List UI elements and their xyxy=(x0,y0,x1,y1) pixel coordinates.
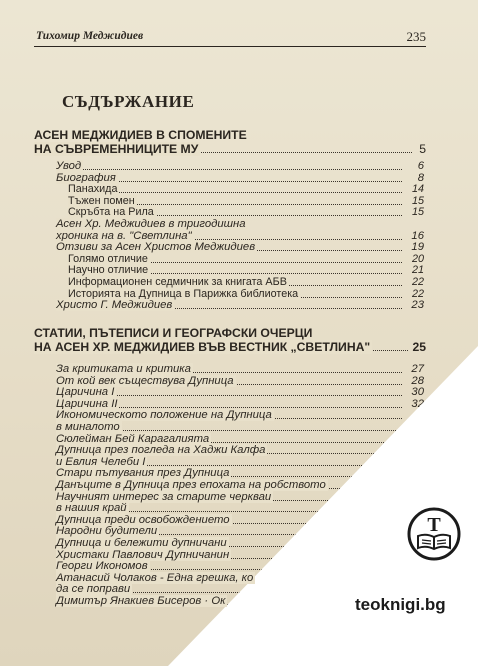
toc-entry-title: Скръбта на Рила xyxy=(68,206,154,219)
toc-entry-page: 23 xyxy=(411,299,424,312)
section-heading-2-line1: СТАТИИ, ПЪТЕПИСИ И ГЕОГРАФСКИ ОЧЕРЦИ xyxy=(34,326,313,340)
section-heading-2-page: 25 xyxy=(412,340,426,354)
toc-entry-page: 22 xyxy=(411,276,424,288)
section-heading-1-page: 5 xyxy=(419,142,426,156)
toc-entry xyxy=(56,161,424,173)
toc-entry-title: Стари пътувания през Дупница xyxy=(56,467,230,480)
toc-entry-title: Голямо отличие xyxy=(68,252,148,265)
toc-entry-title: От кой век съществува Дупница xyxy=(56,374,234,387)
toc-entry-title: хроника на в. "Светлина" xyxy=(56,229,192,242)
toc-entry-title: Увод xyxy=(56,160,82,172)
running-header xyxy=(34,30,426,46)
toc-entry-title: Народни будители xyxy=(56,525,158,538)
section-heading-1 xyxy=(34,128,426,156)
watermark-brand: teoknigi.bg xyxy=(355,595,446,614)
toc-entry-title: Христаки Павлович Дупничанин xyxy=(56,548,230,561)
toc-entry-title: Дупница и бележити дупничани xyxy=(56,537,227,549)
toc-entry-title: Димитър Янакиев Бисеров · Ок xyxy=(56,595,226,607)
toc-entry-title: Асен Хр. Меджидиев в тригодишна xyxy=(56,218,246,230)
toc-entry-title: Царичина II xyxy=(56,397,118,410)
toc-entry-page: 28 xyxy=(411,374,424,387)
section-heading-2 xyxy=(34,326,426,354)
toc-entry-title: Георги Икономов xyxy=(56,560,148,573)
toc-entry-title: и Евлия Челеби I xyxy=(56,455,146,468)
toc-entry-title: Историята на Дупница в Парижка библиотека xyxy=(68,287,299,300)
page-number: 235 xyxy=(406,29,426,44)
toc-entry-title: Христо Г. Меджидиев xyxy=(56,299,173,312)
logo-letter: Т xyxy=(427,514,441,536)
toc-entry-page: 20 xyxy=(411,252,424,265)
toc-entry-page: 30 xyxy=(411,386,424,399)
leader-dots xyxy=(56,169,402,170)
toc-entry-title: Научно отличие xyxy=(68,264,149,277)
toc-entry-title: Царичина I xyxy=(56,386,115,399)
toc-entry-title: в миналото xyxy=(56,421,120,433)
toc-entry-page: 22 xyxy=(411,287,424,300)
toc-entry xyxy=(56,219,424,231)
toc-entry-title: За критиката и критика xyxy=(56,363,191,375)
toc-entry-page: 14 xyxy=(411,183,424,196)
toc-entry-page: 27 xyxy=(411,363,424,375)
toc-entry-title: Дупница преди освобождението xyxy=(56,513,230,526)
toc-entry-title: да се поправи xyxy=(56,583,131,596)
running-header-author: Тихомир Меджидиев xyxy=(36,30,144,42)
toc-entry xyxy=(68,277,424,289)
book-logo-icon xyxy=(406,506,462,562)
toc-entry-title: Панахида xyxy=(68,183,118,196)
section-heading-1-line1: АСЕН МЕДЖИДИЕВ В СПОМЕНИТЕ xyxy=(34,128,247,142)
toc-entry-title: Биография xyxy=(56,171,116,184)
toc-entry-title: Отзиви за Асен Христов Меджидиев xyxy=(56,241,256,254)
header-rule xyxy=(34,46,426,47)
toc-entry-title: в нашия край xyxy=(56,502,127,515)
toc-entry-page: 32 xyxy=(411,397,424,410)
toc-entry-title: Сюлейман Бей Карагалията xyxy=(56,432,210,445)
toc-entry-title: Данъците в Дупница през епохата на робството xyxy=(56,479,326,491)
toc-entry-title: Научният интерес за старите черкваи xyxy=(56,490,272,503)
toc-entry-page: 16 xyxy=(411,229,424,242)
toc-entry-page: 6 xyxy=(417,160,424,172)
contents-title: СЪДЪРЖАНИЕ xyxy=(62,92,195,111)
toc-entry-title: Дупница през погледа на Хаджи Калфа xyxy=(56,444,266,457)
toc-entry-page: 8 xyxy=(417,171,424,184)
toc-entry-page: 19 xyxy=(411,241,424,254)
toc-entry-page: 15 xyxy=(411,206,424,219)
toc-entry-title: Тъжен помен xyxy=(68,194,135,207)
toc-entry-title: Информационен седмичник за книгата АБВ xyxy=(68,276,287,288)
section-heading-2-line2: НА АСЕН ХР. МЕДЖИДИЕВ ВЪВ ВЕСТНИК „СВЕТЛИНА" xyxy=(34,340,371,354)
toc-entry-title: Атанасий Чолаков - Една грешка, ко xyxy=(56,571,254,584)
toc-entry-page: 21 xyxy=(411,264,424,277)
toc-entry-title: Икономическото положение на Дупница xyxy=(56,409,272,422)
section-heading-1-line2: НА СЪВРЕМЕННИЦИТЕ МУ xyxy=(34,142,199,156)
toc-entry-page: 15 xyxy=(411,194,424,207)
toc-entry xyxy=(56,300,424,312)
